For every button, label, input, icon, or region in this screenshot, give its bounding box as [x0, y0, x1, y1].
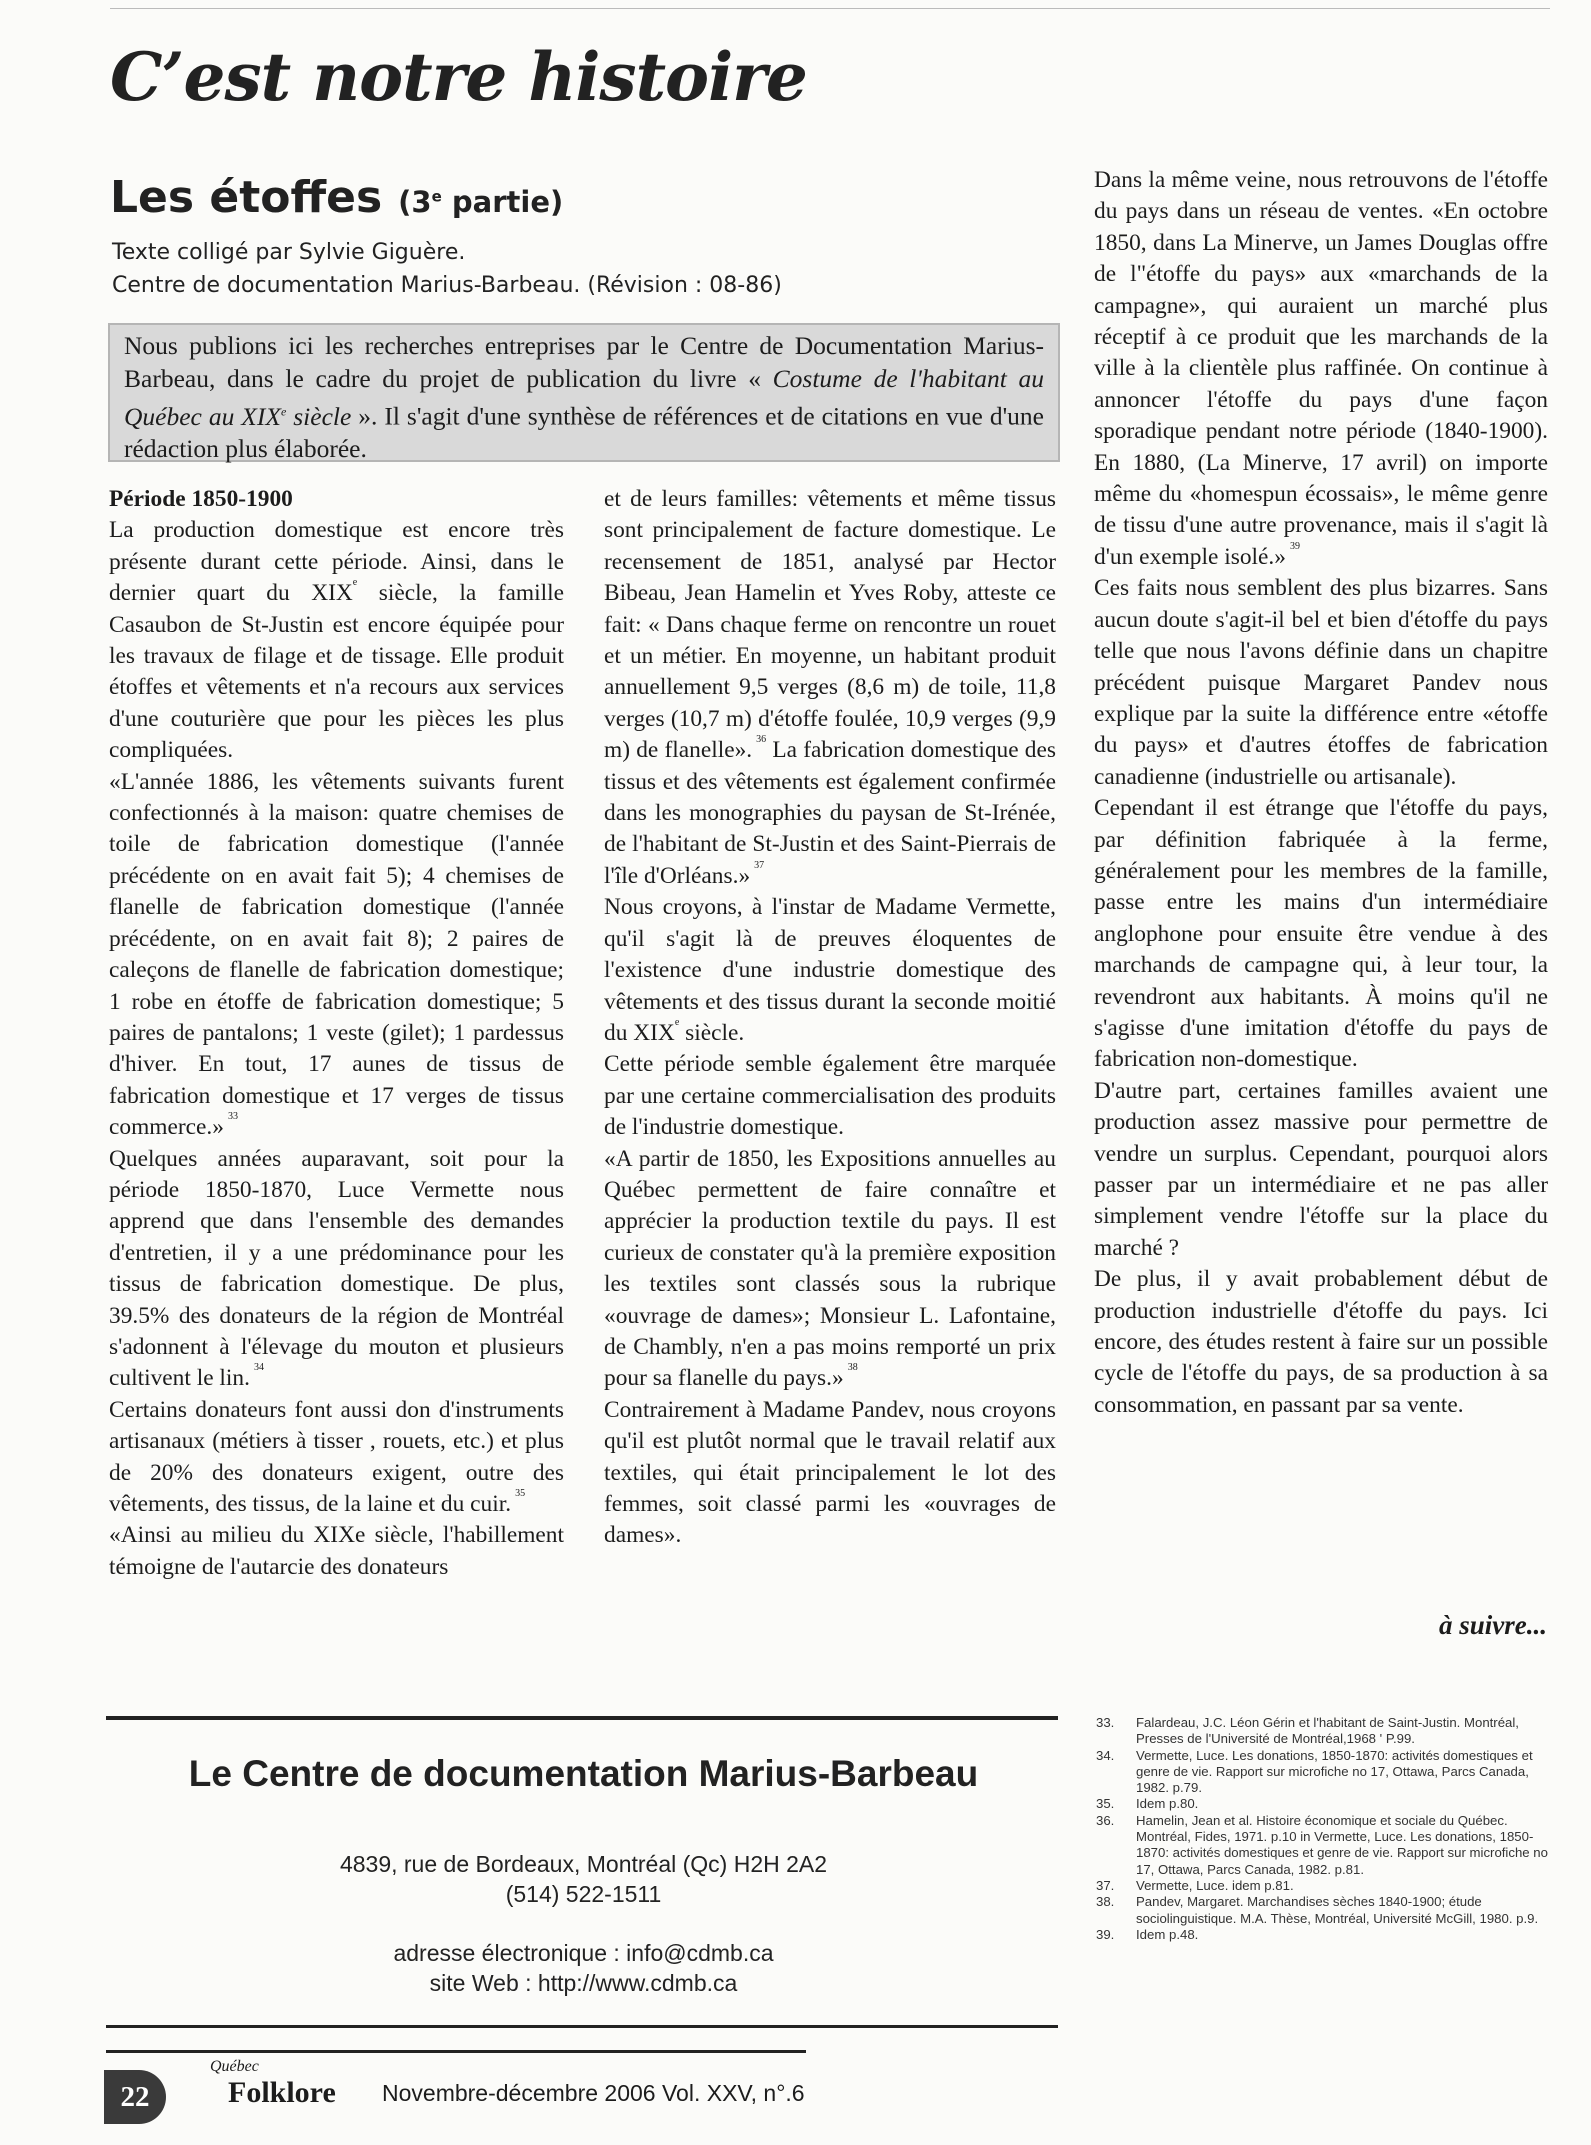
byline-source: Centre de documentation Marius-Barbeau. (Révision : 08-86) — [112, 273, 782, 298]
cdmb-phone: (514) 522-1511 — [505, 1881, 662, 1907]
footnote-ref: 33 — [227, 1111, 238, 1123]
footnote-text: Idem p.48. — [1136, 1926, 1199, 1942]
paragraph: Quelques années auparavant, soit pour la période 1850-1870, Luce Vermette nous apprend que dans l'ensemble des demandes d'entretien, il y a une prédominance pour les tissus de fabrication domestique. De plus, 39.5% des donateurs de la région de Montréal s'adonnent à l'élevage du mouton et plusieurs cultivent le lin. $^{34}$ — [109, 1145, 564, 1392]
article-part: (3e partie) — [398, 185, 564, 219]
footnote-text: Hamelin, Jean et al. Histoire économique et sociale du Québec. Montréal, Fides, 1971. p.10 in Vermette, Luce. Les donations, 1850-1870: activités domestiques et genre de vie. Rapport sur microfiche no 17, Ottawa, Parcs Canada, 1982. p.81. — [1136, 1812, 1548, 1877]
paragraph: et de leurs familles: vêtements et même tissus sont principalement de facture domestique. Le recensement de 1851, analysé par Hector Bibeau, Jean Hamelin et Yves Roby, atteste ce fait: « Dans chaque ferme on rencontre un rouet et un métier. En moyenne, un habitant produit annuellement 9,5 verges (8,6 m) de toile, 11,8 verges (10,7 m) d'étoffe foulée, 10,9 verges (9,9 m) de flanelle». $^{36}$ La fabrication domestique des tissus et des vêtements est également confirmée dans les monographies du paysan de St-Irénée, de l'habitant de St-Justin et des Saint-Pierrais de l'île d'Orléans.» $^{37}$ — [604, 486, 1056, 889]
paragraph: La production domestique est encore très présente durant cette période. Ainsi, dans le dernier quart du XIXe siècle, la famille Casaubon de St-Justin est encore équipée pour les travaux de filage et de tissage. Elle produit étoffes et vêtements et n'a recours aux services d'une couturière que pour les pièces les plus compliquées. — [109, 517, 564, 764]
footnote-number: 39. — [1096, 1926, 1115, 1942]
footnote-text: Idem p.80. — [1136, 1796, 1199, 1812]
period-heading: Période 1850-1900 — [109, 486, 293, 512]
byline — [112, 236, 782, 302]
paragraph: De plus, il y avait probablement début de production industrielle d'étoffe du pays. Ici encore, des études restent à faire sur un possible cycle de l'étoffe du pays, de sa production à sa consommation, en passant par sa vente. — [1094, 1266, 1548, 1418]
footnote-number: 35. — [1096, 1796, 1115, 1812]
footnote-number: 34. — [1096, 1747, 1115, 1763]
footnote-number: 37. — [1096, 1877, 1115, 1893]
footnote-ref: 38 — [847, 1362, 858, 1374]
footnote-item — [1096, 1715, 1548, 1748]
footnote-text: Pandev, Margaret. Marchandises sèches 1840-1900; étude sociolinguistique. M.A. Thèse, Montréal, Université McGill, 1980. p.9. — [1136, 1894, 1539, 1926]
footer-rule — [106, 2050, 806, 2053]
paragraph: Dans la même veine, nous retrouvons de l'étoffe du pays dans un réseau de ventes. «En octobre 1850, dans La Minerve, un James Douglas offre de l"étoffe du pays» aux «marchands de la campagne», qui auraient un marché plus réceptif à ce produit que les marchands de la ville à la clientèle plus raffinée. On continue à annoncer l'étoffe du pays d'une façon sporadique pendant notre période (1840-1900). En 1880, (La Minerve, 17 avril) on importe même du «homespun écossais», le même genre de tissu d'une autre provenance, mais il s'agit là d'un exemple isolé.» $^{39}$ — [1094, 167, 1548, 570]
article-title-main: Les étoffes — [110, 172, 383, 223]
footnote-ref: 39 — [1289, 540, 1300, 552]
footnote-ref: 35 — [515, 1488, 526, 1499]
footnote-text: Falardeau, J.C. Léon Gérin et l'habitant de Saint-Justin. Montréal, Presses de l'Université de Montréal,1968 ' P.99. — [1136, 1715, 1519, 1747]
footnote-number: 33. — [1096, 1715, 1115, 1730]
paragraph: Ces faits nous semblent des plus bizarres. Sans aucun doute s'agit-il bel et bien d'étoffe du pays telle que nous l'avons définie dans un chapitre précédent puisque Margaret Pandev nous explique par la suite la différence entre «étoffe du pays» et d'autres étoffes de fabrication canadienne (industrielle ou artisanale). — [1094, 575, 1548, 790]
article-title — [110, 172, 563, 223]
footnote-number: 38. — [1096, 1894, 1115, 1910]
footnotes-list — [1096, 1715, 1548, 1943]
paragraph: Certains donateurs font aussi don d'instruments artisanaux (métiers à tisser , rouets, etc.) et plus de 20% des donateurs exigent, outre des vêtements, des tissus, de la laine et du cuir. $^{35}$ — [109, 1396, 564, 1517]
footnote-item — [1096, 1813, 1548, 1878]
footnote-item — [1096, 1748, 1548, 1797]
footnote-ref: 36 — [756, 734, 767, 746]
footnote-number: 36. — [1096, 1812, 1115, 1828]
paragraph: Nous croyons, à l'instar de Madame Vermette, qu'il s'agit là de preuves éloquentes de l'existence d'une industrie domestique des vêtements et des tissus durant la seconde moitié du XIXe siècle. — [604, 894, 1056, 1046]
page-number: 22 — [104, 2070, 166, 2124]
cdmb-email: adresse électronique : info@cdmb.ca — [393, 1940, 774, 1966]
paragraph: D'autre part, certaines familles avaient une production assez massive pour permettre de vendre un surplus. Cependant, pourquoi alors passer par un intermédiaire et ne pas aller simplement vendre l'étoffe sur la place du marché ? — [1094, 1077, 1548, 1261]
cdmb-address: 4839, rue de Bordeaux, Montréal (Qc) H2H 2A2 — [339, 1851, 828, 1877]
paragraph: Contrairement à Madame Pandev, nous croyons qu'il est plutôt normal que le travail relatif aux textiles, qui était principalement le lot des femmes, soit classé parmi les «ouvrages de dames». — [604, 1396, 1056, 1549]
column-2 — [604, 484, 1056, 1552]
magazine-logo: Folklore — [228, 2076, 336, 2109]
footnote-ref: 34 — [253, 1362, 264, 1374]
book-title: Costume de l'habitant au Québec au XIXe siècle — [124, 363, 1044, 431]
cdmb-name: Le Centre de documentation Marius-Barbeau — [188, 1753, 979, 1794]
top-rule — [110, 8, 1550, 9]
footnote-text: Vermette, Luce. idem p.81. — [1136, 1877, 1294, 1893]
intro-box: Nous publions ici les recherches entreprises par le Centre de Documentation Marius-Barbeau, dans le cadre du projet de publication du livre « Costume de l'habitant au Québec au XIXe siècle ». Il s'agit d'une synthèse de références et de citations en vue d'une rédaction plus élaborée. — [108, 323, 1060, 462]
magazine-logo-small: Québec — [210, 2058, 259, 2075]
column-1 — [109, 484, 564, 1583]
footnote-text: Vermette, Luce. Les donations, 1850-1870: activités domestiques et genre de vie. Rapport sur microfiche no 17, Ottawa, Parcs Canada, 1982. p.79. — [1136, 1747, 1533, 1796]
paragraph: «A partir de 1850, les Expositions annuelles au Québec permettent de faire connaître et apprécier la production textile du pays. Il est curieux de constater qu'à la première exposition les textiles sont classés sous la rubrique «ouvrage de dames»; Monsieur L. Lafontaine, de Chambly, n'en a pas moins remporté un prix pour sa flanelle du pays.» $^{38}$ — [604, 1145, 1056, 1392]
section-title: C’est notre histoire — [110, 38, 807, 116]
cdmb-top-rule — [106, 1716, 1058, 1720]
column-3 — [1094, 165, 1548, 1421]
cdmb-website: site Web : http://www.cdmb.ca — [429, 1970, 738, 1996]
byline-author: Texte colligé par Sylvie Giguère. — [112, 240, 466, 265]
to-be-continued: à suivre... — [1439, 1610, 1547, 1640]
paragraph: «Ainsi au milieu du XIXe siècle, l'habillement témoigne de l'autarcie des donateurs — [109, 1522, 564, 1580]
issue-info: Novembre-décembre 2006 Vol. XXV, n°.6 — [382, 2080, 805, 2106]
footnote-item — [1096, 1878, 1548, 1894]
paragraph: Cependant il est étrange que l'étoffe du pays, par définition fabriquée à la ferme, généralement pour les membres de la famille, passe entre les mains d'un intermédiaire anglophone pour ensuite être vendue à des marchands de campagne qui, à leur tour, la revendront aux habitants. À moins qu'il ne s'agisse d'une imitation d'étoffe du pays de fabrication non-domestique. — [1094, 795, 1548, 1073]
paragraph: «L'année 1886, les vêtements suivants furent confectionnés à la maison: quatre chemises de toile de fabrication domestique (l'année précédente on en avait fait 5); 4 chemises de flanelle de fabrication domestique (l'année précédente, on en avait fait 8); 2 paires de caleçons de flanelle de fabrication domestique; 1 robe en étoffe de fabrication domestique; 5 paires de pantalons; 1 veste (gilet); 1 pardessus d'hiver. En tout, 17 aunes de tissus de fabrication domestique et 17 verges de tissus commerce.» $^{33}$ — [109, 768, 564, 1141]
footnote-item — [1096, 1927, 1548, 1943]
paragraph: Cette période semble également être marquée par une certaine commercialisation des produits de l'industrie domestique. — [604, 1051, 1056, 1141]
footnote-ref: 37 — [754, 859, 765, 871]
footnote-item — [1096, 1796, 1548, 1812]
footnote-item — [1096, 1894, 1548, 1927]
cdmb-bottom-rule — [106, 2025, 1058, 2028]
